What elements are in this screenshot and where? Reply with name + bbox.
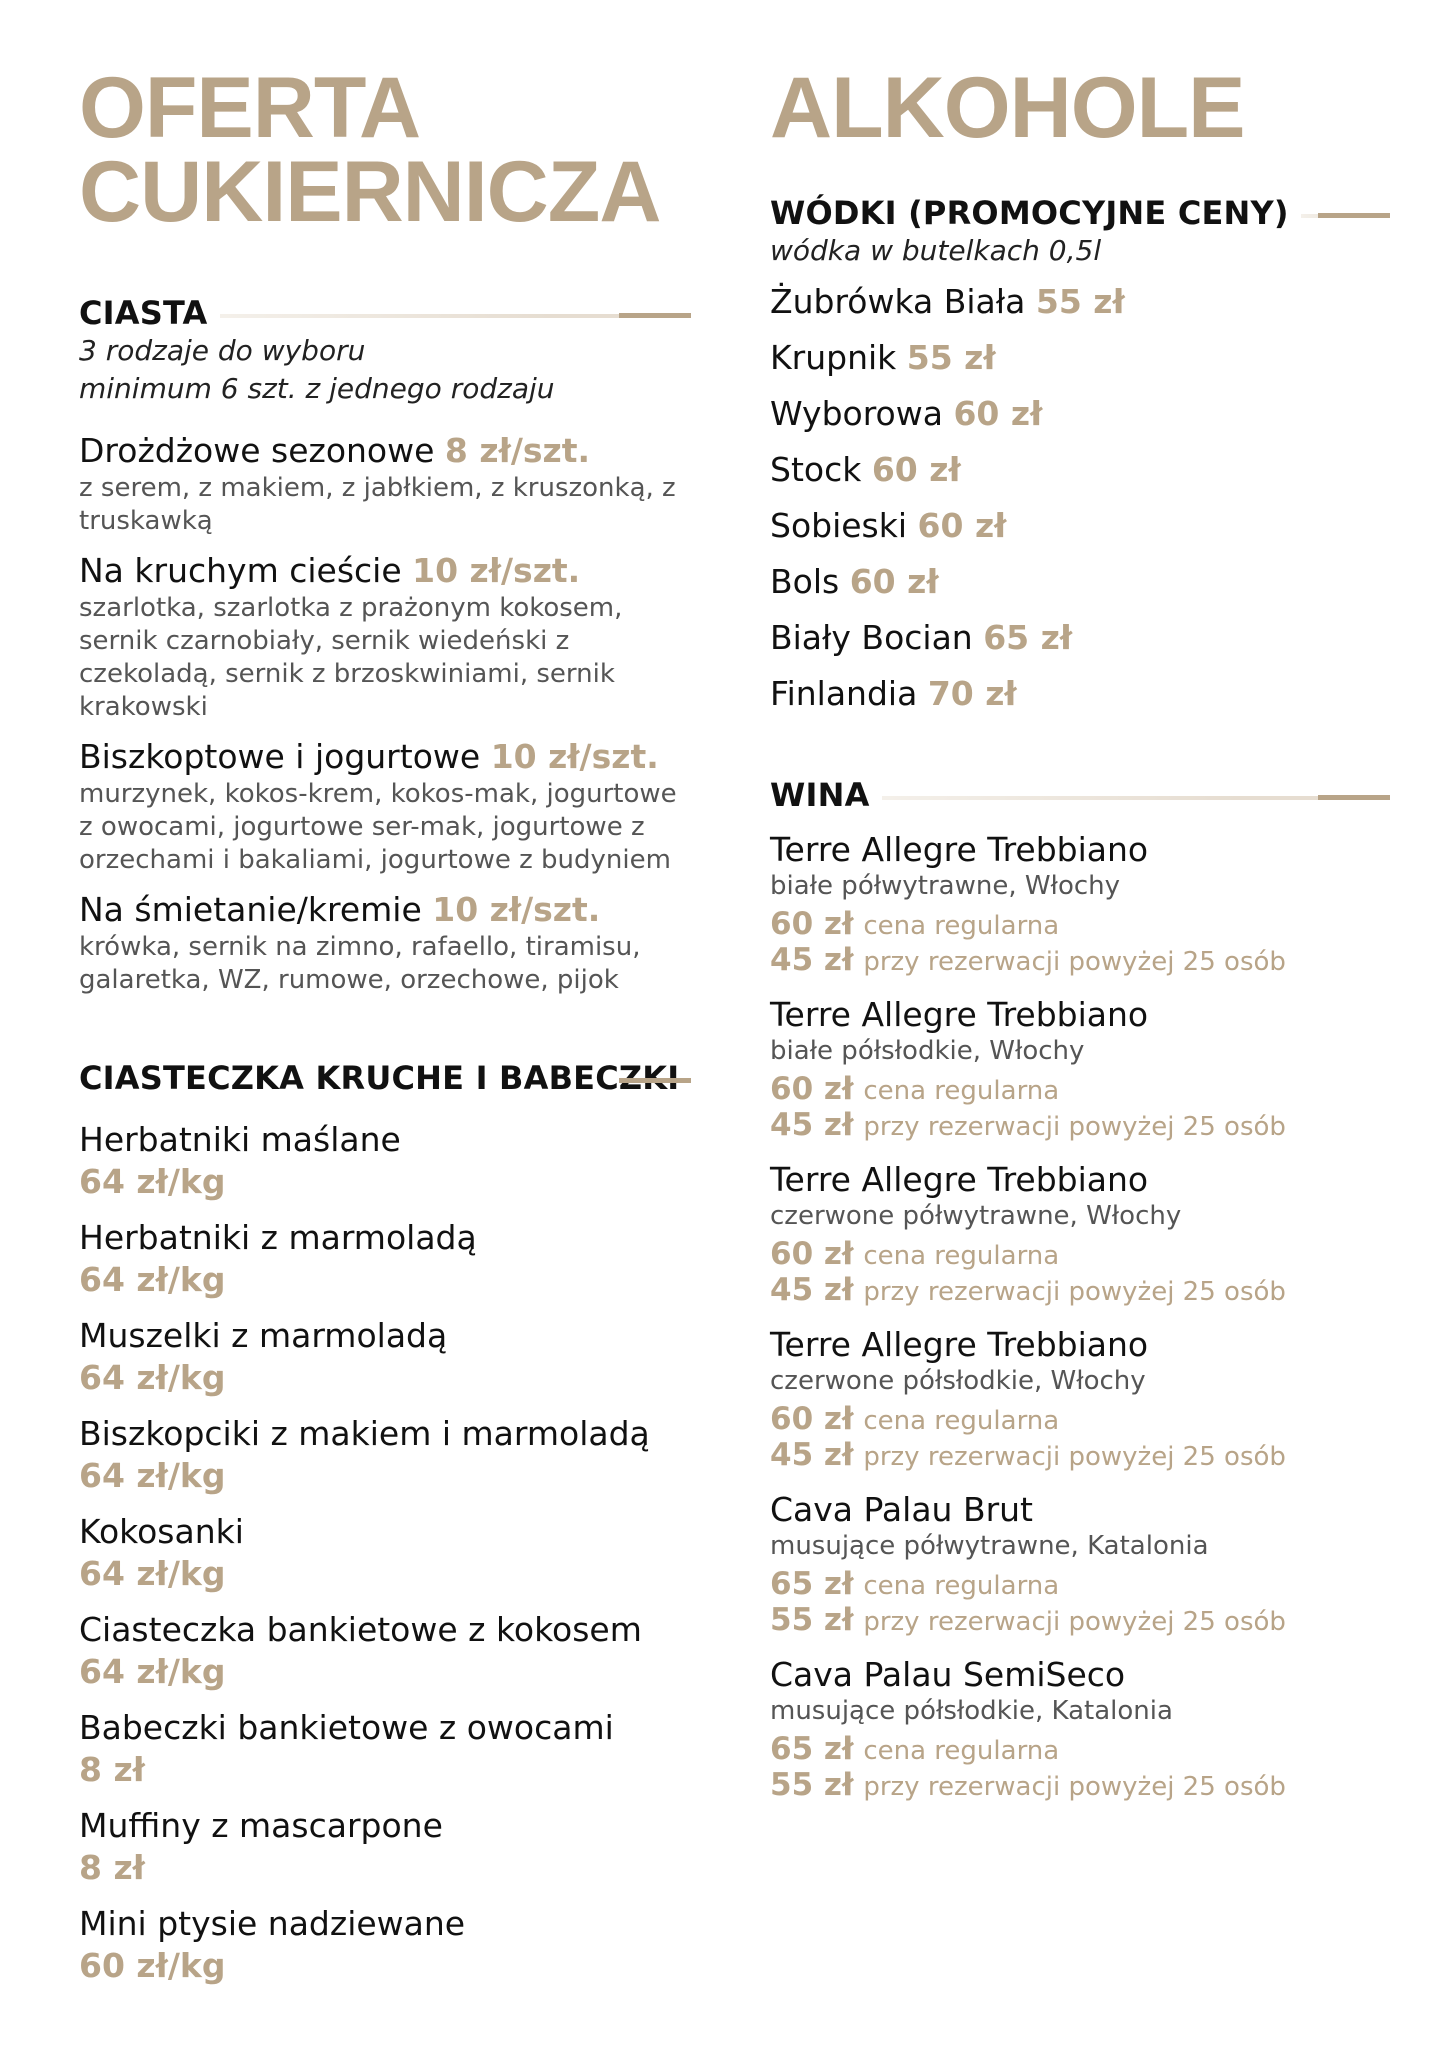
wine-item	[770, 1655, 1390, 1804]
wine-list	[770, 830, 1390, 1804]
right-column	[770, 0, 1390, 1820]
vodka-item	[770, 554, 1390, 610]
section-wina	[770, 776, 1390, 1804]
vodka-list	[770, 274, 1390, 722]
item-name: Terre Allegre Trebbiano	[770, 1160, 1149, 1199]
regular-price-note: cena regularna	[863, 1076, 1060, 1106]
item-name: Stock	[770, 450, 862, 489]
group-price-note: przy rezerwacji powyżej 25 osób	[863, 1112, 1286, 1142]
regular-price-note: cena regularna	[863, 1571, 1060, 1601]
section-header-wina	[770, 776, 1390, 814]
section-title: CIASTA	[79, 294, 208, 332]
section-divider	[1301, 214, 1390, 218]
item-name: Krupnik	[770, 338, 897, 377]
vodka-item	[770, 442, 1390, 498]
item-name: Na śmietanie/kremie	[79, 890, 422, 929]
item-price: 70 zł	[927, 674, 1017, 713]
item-price: 65 zł	[983, 618, 1073, 657]
title-line-1: OFERTA	[79, 60, 421, 156]
wine-item	[770, 830, 1390, 979]
item-name: Terre Allegre Trebbiano	[770, 830, 1149, 869]
item-price: 55 zł	[1035, 282, 1125, 321]
regular-price: 60 zł	[770, 906, 854, 942]
item-price: 60 zł/kg	[79, 1946, 226, 1985]
item-name: Herbatniki maślane	[79, 1120, 401, 1159]
cookie-item	[79, 1119, 691, 1203]
regular-price: 65 zł	[770, 1566, 854, 1602]
section-title: WÓDKI (PROMOCYJNE CENY)	[770, 194, 1289, 232]
item-description: musujące półsłodkie, Katalonia	[770, 1696, 1173, 1726]
section-note: wódka w butelkach 0,5l	[770, 234, 1102, 267]
item-description: białe półwytrawne, Włochy	[770, 871, 1121, 901]
item-name: Terre Allegre Trebbiano	[770, 1325, 1149, 1364]
group-price: 45 zł	[770, 1107, 854, 1143]
item-name: Herbatniki z marmoladą	[79, 1218, 477, 1257]
cookie-item	[79, 1217, 691, 1301]
item-name: Bols	[770, 562, 840, 601]
item-name: Biszkoptowe i jogurtowe	[79, 737, 481, 776]
regular-price: 60 zł	[770, 1071, 854, 1107]
item-price: 10 zł/szt.	[412, 551, 581, 590]
group-price: 55 zł	[770, 1767, 854, 1803]
group-price: 45 zł	[770, 942, 854, 978]
vodka-item	[770, 610, 1390, 666]
section-divider	[220, 314, 691, 318]
item-price: 64 zł/kg	[79, 1456, 226, 1495]
regular-price-note: cena regularna	[863, 1736, 1060, 1766]
item-description: krówka, sernik na zimno, rafaello, tiramisu, galaretka, WZ, rumowe, orzechowe, pijok	[79, 932, 641, 995]
item-name: Ciasteczka bankietowe z kokosem	[79, 1610, 642, 1649]
cake-item	[79, 430, 691, 538]
vodka-item	[770, 666, 1390, 722]
section-header-ciasteczka	[79, 1059, 691, 1097]
item-price: 60 zł	[871, 450, 961, 489]
item-name: Muffiny z mascarpone	[79, 1806, 443, 1845]
regular-price: 60 zł	[770, 1401, 854, 1437]
regular-price: 65 zł	[770, 1731, 854, 1767]
group-price-note: przy rezerwacji powyżej 25 osób	[863, 1772, 1286, 1802]
item-name: Cava Palau Brut	[770, 1490, 1034, 1529]
item-price: 64 zł/kg	[79, 1260, 226, 1299]
item-price: 60 zł	[849, 562, 939, 601]
cookie-item	[79, 1707, 691, 1791]
left-column	[79, 0, 691, 2001]
section-title: CIASTECZKA KRUCHE I BABECZKI	[79, 1059, 680, 1097]
cookie-item	[79, 1805, 691, 1889]
item-name: Biszkopciki z makiem i marmoladą	[79, 1414, 650, 1453]
item-name: Wyborowa	[770, 394, 943, 433]
vodka-item	[770, 274, 1390, 330]
wine-item	[770, 995, 1390, 1144]
group-price: 55 zł	[770, 1602, 854, 1638]
item-description: białe półsłodkie, Włochy	[770, 1036, 1085, 1066]
cookie-item	[79, 1511, 691, 1595]
item-name: Na kruchym cieście	[79, 551, 402, 590]
item-name: Żubrówka Biała	[770, 282, 1026, 321]
item-name: Babeczki bankietowe z owocami	[79, 1708, 614, 1747]
wine-item	[770, 1325, 1390, 1474]
section-header-wodki	[770, 194, 1390, 232]
page-title-oferta	[79, 60, 691, 240]
regular-price-note: cena regularna	[863, 1406, 1060, 1436]
section-note: 3 rodzaje do wyboru	[79, 334, 366, 367]
item-price: 64 zł/kg	[79, 1652, 226, 1691]
group-price: 45 zł	[770, 1272, 854, 1308]
cake-item	[79, 889, 691, 997]
vodka-item	[770, 330, 1390, 386]
item-name: Finlandia	[770, 674, 918, 713]
item-price: 60 zł	[953, 394, 1043, 433]
item-price: 60 zł	[917, 506, 1007, 545]
item-price: 64 zł/kg	[79, 1162, 226, 1201]
section-wodki	[770, 194, 1390, 722]
regular-price-note: cena regularna	[863, 911, 1060, 941]
item-price: 10 zł/szt.	[490, 737, 659, 776]
item-description: czerwone półsłodkie, Włochy	[770, 1366, 1146, 1396]
item-price: 64 zł/kg	[79, 1554, 226, 1593]
item-price: 8 zł	[79, 1848, 145, 1887]
item-name: Cava Palau SemiSeco	[770, 1655, 1126, 1694]
title-line-2: CUKIERNICZA	[79, 144, 661, 240]
item-price: 8 zł/szt.	[444, 431, 591, 470]
cookie-item	[79, 1609, 691, 1693]
item-name: Terre Allegre Trebbiano	[770, 995, 1149, 1034]
vodka-item	[770, 386, 1390, 442]
item-description: czerwone półwytrawne, Włochy	[770, 1201, 1182, 1231]
cookie-item	[79, 1413, 691, 1497]
group-price-note: przy rezerwacji powyżej 25 osób	[863, 947, 1286, 977]
section-ciasteczka	[79, 1059, 691, 1987]
page-title-alkohole: ALKOHOLE	[770, 60, 1245, 156]
section-title: WINA	[770, 776, 870, 814]
cookie-list	[79, 1119, 691, 1987]
group-price-note: przy rezerwacji powyżej 25 osób	[863, 1607, 1286, 1637]
item-name: Kokosanki	[79, 1512, 244, 1551]
item-description: murzynek, kokos-krem, kokos-mak, jogurtowe z owocami, jogurtowe ser-mak, jogurtowe z orzechami i bakaliami, jogurtowe z budyniem	[79, 779, 677, 875]
item-price: 8 zł	[79, 1750, 145, 1789]
item-price: 10 zł/szt.	[432, 890, 601, 929]
item-name: Sobieski	[770, 506, 908, 545]
cookie-item	[79, 1315, 691, 1399]
item-description: musujące półwytrawne, Katalonia	[770, 1531, 1209, 1561]
wine-item	[770, 1160, 1390, 1309]
cake-item	[79, 736, 691, 877]
group-price: 45 zł	[770, 1437, 854, 1473]
section-note: minimum 6 szt. z jednego rodzaju	[79, 372, 555, 405]
item-price: 64 zł/kg	[79, 1358, 226, 1397]
vodka-item	[770, 498, 1390, 554]
item-description: z serem, z makiem, z jabłkiem, z kruszonką, z truskawką	[79, 473, 676, 536]
item-name: Muszelki z marmoladą	[79, 1316, 448, 1355]
regular-price-note: cena regularna	[863, 1241, 1060, 1271]
group-price-note: przy rezerwacji powyżej 25 osób	[863, 1442, 1286, 1472]
section-header-ciasta	[79, 294, 691, 332]
wine-item	[770, 1490, 1390, 1639]
section-ciasta	[79, 294, 691, 997]
regular-price: 60 zł	[770, 1236, 854, 1272]
item-name: Drożdżowe sezonowe	[79, 431, 435, 470]
item-price: 55 zł	[906, 338, 996, 377]
item-description: szarlotka, szarlotka z prażonym kokosem, sernik czarnobiały, sernik wiedeński z czekoladą, sernik z brzoskwiniami, sernik krakowski	[79, 593, 623, 722]
cookie-item	[79, 1903, 691, 1987]
item-name: Biały Bocian	[770, 618, 973, 657]
item-name: Mini ptysie nadziewane	[79, 1904, 466, 1943]
cake-item	[79, 550, 691, 724]
section-divider	[882, 796, 1390, 800]
group-price-note: przy rezerwacji powyżej 25 osób	[863, 1277, 1286, 1307]
